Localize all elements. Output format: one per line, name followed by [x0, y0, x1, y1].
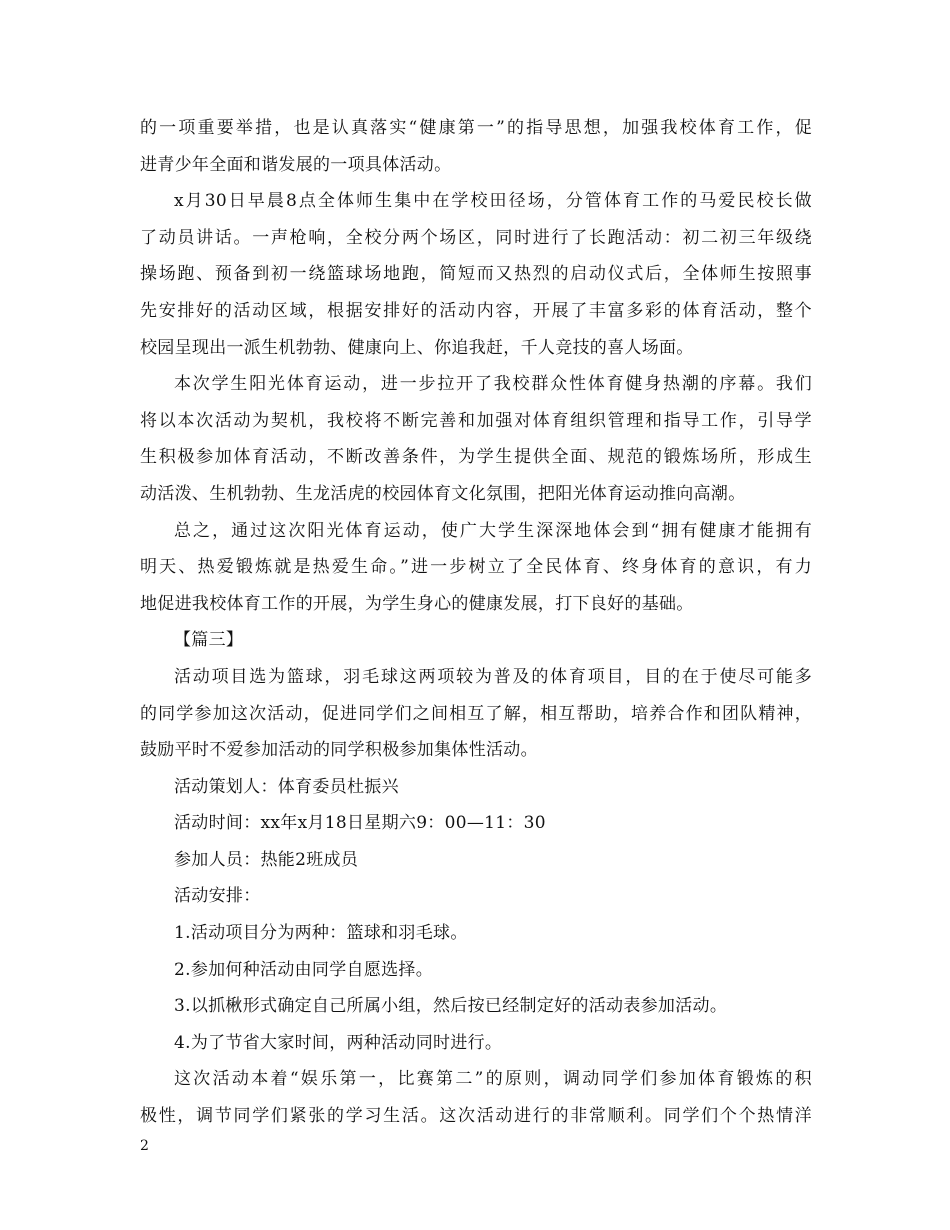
text-line: 活动项目选为篮球，羽毛球这两项较为普及的体育项目，目的在于使尽可能多	[174, 666, 812, 687]
text-line: 【篇三】	[174, 630, 244, 651]
text-line: 活动时间：xx年x月18日星期六9：00—11：30	[174, 813, 546, 834]
text-line: 这次活动本着“娱乐第一，比赛第二”的原则，调动同学们参加体育锻炼的积	[174, 1069, 812, 1090]
text-line: 操场跑、预备到初一绕篮球场地跑，简短而又热烈的启动仪式后，全体师生按照事	[140, 264, 812, 285]
text-line: 的同学参加这次活动，促进同学们之间相互了解，相互帮助，培养合作和团队精神，	[140, 703, 812, 724]
text-line: 鼓励平时不爱参加活动的同学积极参加集体性活动。	[140, 740, 538, 761]
text-line: 1.活动项目分为两种：篮球和羽毛球。	[174, 923, 468, 944]
body-text	[140, 110, 812, 1135]
text-line: 活动策划人：体育委员杜振兴	[174, 776, 399, 797]
text-line: 总之，通过这次阳光体育运动，使广大学生深深地体会到“拥有健康才能拥有	[174, 520, 812, 541]
text-line: 4.为了节省大家时间，两种活动同时进行。	[174, 1032, 503, 1053]
text-line: 的一项重要举措，也是认真落实“健康第一”的指导思想，加强我校体育工作，促	[140, 118, 812, 138]
text-line: 本次学生阳光体育运动，进一步拉开了我校群众性体育健身热潮的序幕。我们	[174, 374, 812, 395]
text-line: 动活泼、生机勃勃、生龙活虎的校园体育文化氛围，把阳光体育运动推向高潮。	[140, 483, 746, 504]
page-number: 2	[140, 1138, 149, 1154]
text-line: 校园呈现出一派生机勃勃、健康向上、你追我赶，千人竞技的喜人场面。	[140, 337, 694, 358]
text-line: 2.参加何种活动由同学自愿选择。	[174, 959, 434, 980]
text-line: 明天、热爱锻炼就是热爱生命。”进一步树立了全民体育、终身体育的意识，有力	[140, 557, 812, 578]
text-line: 先安排好的活动区域，根据安排好的活动内容，开展了丰富多彩的体育活动，整个	[140, 300, 812, 321]
text-line: 活动安排：	[174, 886, 261, 907]
text-line: 3.以抓楸形式确定自己所属小组，然后按已经制定好的活动表参加活动。	[174, 996, 728, 1017]
text-line: 生积极参加体育活动，不断改善条件，为学生提供全面、规范的锻炼场所，形成生	[140, 447, 812, 468]
text-line: 极性，调节同学们紧张的学习生活。这次活动进行的非常顺利。同学们个个热情洋	[140, 1106, 812, 1127]
text-line: 将以本次活动为契机，我校将不断完善和加强对体育组织管理和指导工作，引导学	[140, 410, 812, 431]
text-line: 进青少年全面和谐发展的一项具体活动。	[140, 154, 452, 175]
text-line: 参加人员：热能2班成员	[174, 849, 359, 870]
text-line: 了动员讲话。一声枪响，全校分两个场区，同时进行了长跑活动：初二初三年级绕	[140, 227, 812, 248]
text-line: 地促进我校体育工作的开展，为学生身心的健康发展，打下良好的基础。	[140, 593, 694, 614]
text-line: x月30日早晨8点全体师生集中在学校田径场，分管体育工作的马爱民校长做	[174, 191, 812, 212]
